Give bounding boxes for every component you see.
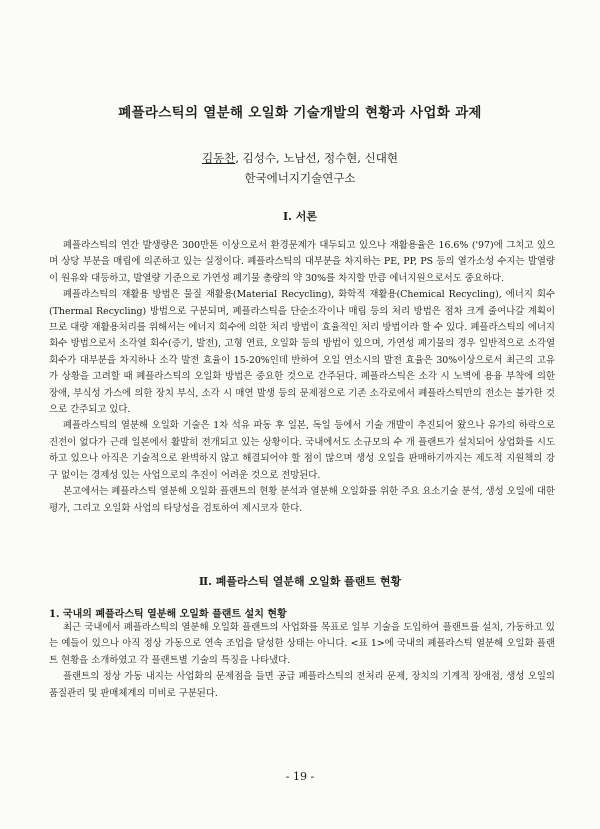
subsection-heading: 1. 국내의 폐플라스틱 열분해 오일화 플랜트 설치 현황 [49,609,287,620]
page-number: - 19 - [285,770,315,783]
affiliation: 한국에너지기술연구소 [244,171,356,185]
paragraph: 폐플라스틱의 연간 발생량은 300만톤 이상으로서 환경문제가 대두되고 있으나 재활용율은 16.6% ('97)에 그치고 있으며 상당 부분을 매립에 의존하고 있는 실정이다. 폐플라스틱의 대부분을 차지하는 PE, PP, PS 등의 열가소성 수지는 발열량이 원유와 대등하고, 발열량 기준으로 가연성 폐기물 총량의 약 30%를 차지할 만큼 에너지원으로서도 중요하다. [49,240,555,284]
co-authors: , 김성수, 노남선, 정수현, 신대현 [235,151,398,165]
first-author: 김동찬 [202,151,236,165]
paper-title: 폐플라스틱의 열분해 오일화 기술개발의 현황과 사업화 과제 [118,105,482,121]
section-2-body [49,620,555,702]
author-list [0,150,600,166]
paragraph: 폐플라스틱의 재활용 방법은 물질 재활용(Material Recycling), 화학적 재활용(Chemical Recycling), 에너지 회수(Thermal Recycling) 방법으로 구분되며, 폐플라스틱을 단순소각이나 매립 등의 처리 방법은 점차 크게 줄여나갈 계획이므로 대량 재활용처리를 위해서는 에너지 회수에 의한 처리 방법이 효율적인 처리 방법이라 할 수 있다. 폐플라스틱의 에너지 회수 방법으로서 소각열 회수(증기, 발전), 고형 연료, 오일화 등의 방법이 있으며, 가연성 폐기물의 경우 일반적으로 소각열 회수가 대부분을 차지하나 소각 발전 효율이 15-20%인데 반하여 오일 연소시의 발전 효율은 30%이상으로서 최근의 고유가 상황을 고려할 때 폐플라스틱의 오일화 방법은 중요한 것으로 간주된다. 폐플라스틱은 소각 시 노벽에 용융 부착에 의한 장애, 부식성 가스에 의한 장치 부식, 소각 시 매연 발생 등의 문제점으로 기존 소각로에서 폐플라스틱만의 전소는 불가한 것으로 간주되고 있다. [49,289,555,416]
section-2-heading: Ⅱ. 폐플라스틱 열분해 오일화 플랜트 현황 [198,575,402,588]
paragraph: 플랜트의 정상 가동 내지는 사업화의 문제점을 들면 공급 폐플라스틱의 전처리 문제, 장치의 기계적 장애점, 생성 오일의 품질관리 및 판매체계의 미비로 구분된다. [49,671,555,699]
paragraph: 폐플라스틱의 열분해 오일화 기술은 1차 석유 파동 후 일본, 독일 등에서 기술 개발이 추진되어 왔으나 유가의 하락으로 진전이 없다가 근래 일본에서 활발히 전개되고 있는 상황이다. 국내에서도 소규모의 수 개 플랜트가 설치되어 상업화를 시도하고 있으나 아직은 기술적으로 완벽하지 않고 해결되어야 할 점이 많으며 생성 오일을 판매하기까지는 제도적 지원책의 강구 없이는 경제성 있는 사업으로의 추진이 어려운 것으로 전망된다. [49,420,555,481]
paragraph: 본고에서는 폐플라스틱 열분해 오일화 플랜트의 현황 분석과 열분해 오일화를 위한 주요 요소기술 분석, 생성 오일에 대한 평가, 그리고 오일화 사업의 타당성을 검토하여 제시코자 한다. [49,486,555,514]
paragraph: 최근 국내에서 폐플라스틱의 열분해 오일화 플랜트의 사업화를 목표로 일부 기술을 도입하여 플랜트를 설치, 가동하고 있는 예들이 있으나 아직 정상 가동으로 연속 조업을 달성한 상태는 아니다. <표 1>에 국내의 폐플라스틱 열분해 오일화 플랜트 현황을 소개하였고 각 플랜트별 기술의 특징을 나타냈다. [49,622,555,666]
section-1-body [49,238,555,517]
section-1-heading: Ⅰ. 서론 [282,210,318,223]
